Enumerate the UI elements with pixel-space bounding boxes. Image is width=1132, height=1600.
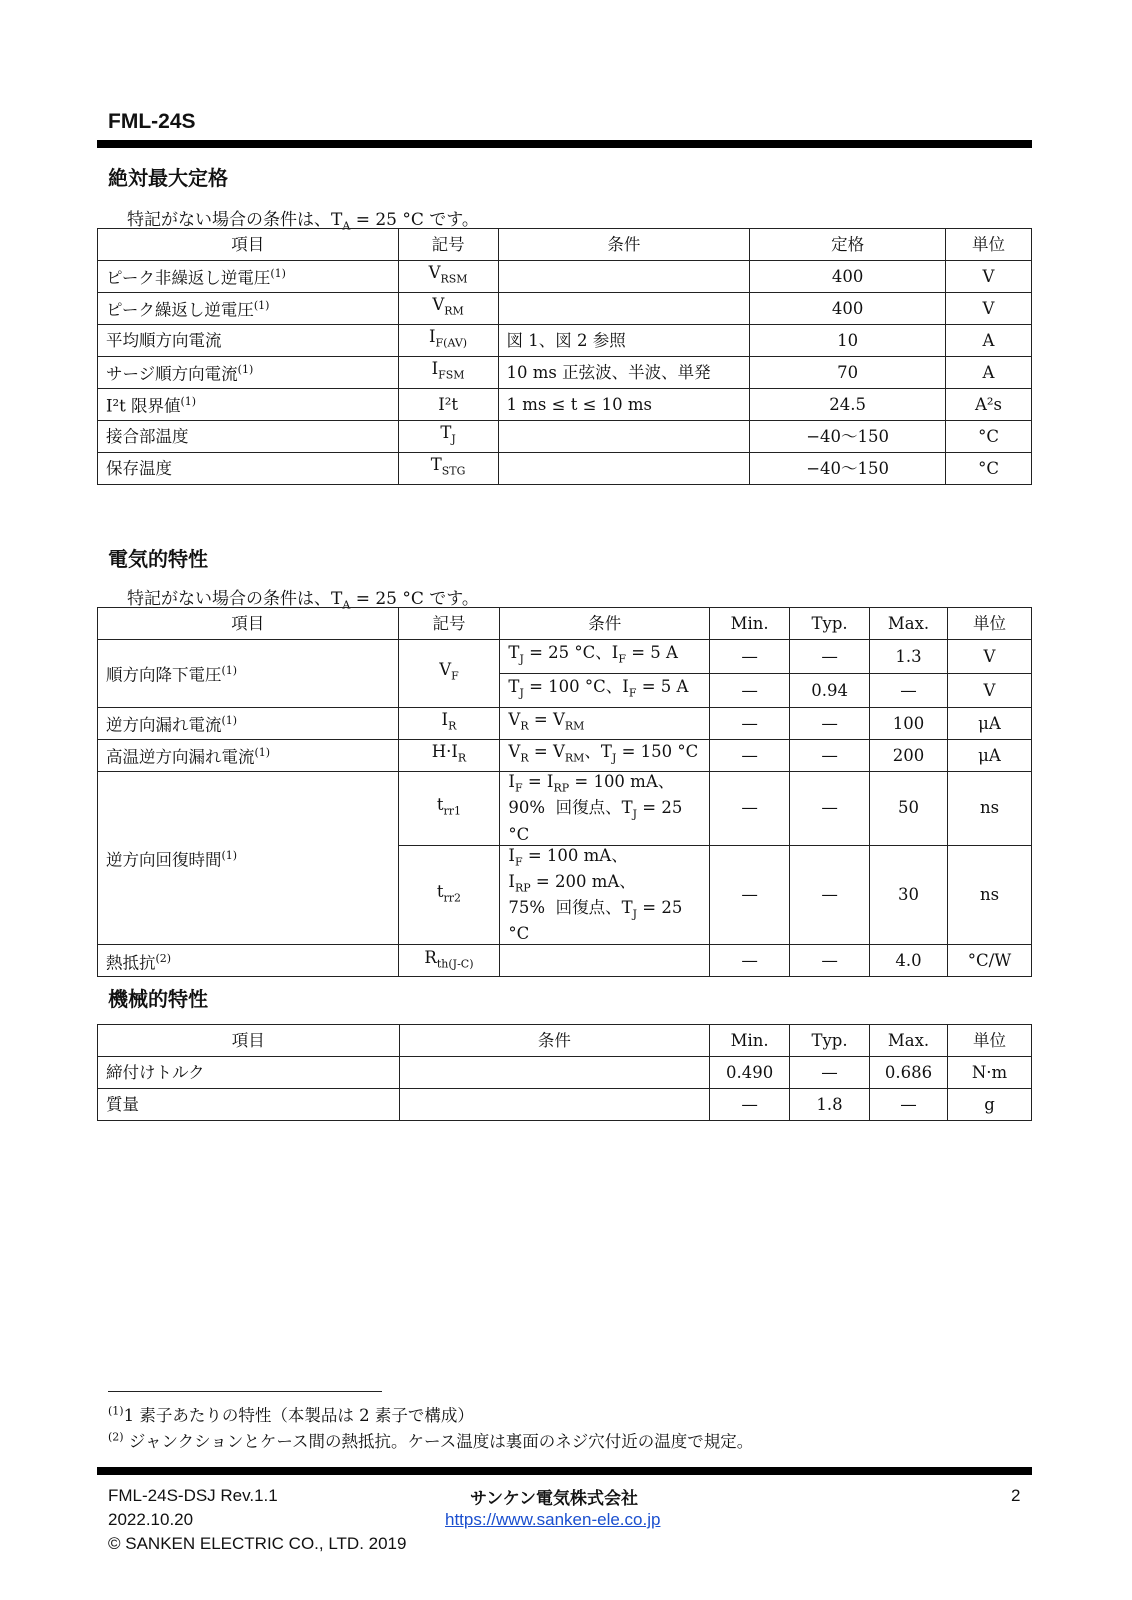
table-row [98,945,1032,977]
elec-note: 特記がない場合の条件は、$T_A = 25$ °C です。 [127,589,479,612]
condition-cell [500,945,710,977]
min-cell: — [710,772,790,846]
unit-cell: A [946,325,1032,357]
typ-cell: — [790,740,870,772]
abs-max-table [97,228,1032,485]
rating-cell: 400 [750,261,946,293]
unit-cell: μA [948,708,1032,740]
condition-cell [498,421,750,453]
item-cell: ピーク非繰返し逆電圧$^{(1)}$ [98,261,399,293]
footer-date: 2022.10.20 [108,1510,194,1529]
column-header: 項目 [98,608,399,640]
min-cell: — [710,1089,790,1121]
condition-cell [498,261,750,293]
elec-heading: 電気的特性 [108,547,208,571]
condition-cell: $T_J = 100$ °C、$I_F = 5$ A [500,674,710,708]
condition-cell [498,293,750,325]
column-header: 単位 [948,1025,1032,1057]
item-cell: 逆方向漏れ電流$^{(1)}$ [98,708,399,740]
item-cell: 平均順方向電流 [98,325,399,357]
column-header: Max. [870,1025,948,1057]
page-number: 2 [1011,1486,1021,1505]
unit-cell: A²s [946,389,1032,421]
table-row [98,357,1032,389]
typ-cell: — [790,708,870,740]
rating-cell: −40〜150 [750,421,946,453]
column-header: 項目 [98,229,399,261]
typ-cell: 0.94 [790,674,870,708]
table-row [98,740,1032,772]
footnote-1: $^{(1)}$1 素子あたりの特性（本製品は 2 素子で構成） [108,1404,474,1425]
condition-cell: 10 ms 正弦波、半波、単発 [498,357,750,389]
unit-cell: °C/W [948,945,1032,977]
max-cell: 100 [870,708,948,740]
header-rule [97,140,1032,148]
max-cell: 1.3 [870,640,948,674]
column-header: Min. [710,608,790,640]
elec-table [97,607,1032,977]
column-header: 定格 [750,229,946,261]
min-cell: — [710,945,790,977]
min-cell: 0.490 [710,1057,790,1089]
max-cell: 30 [870,845,948,945]
min-cell: — [710,845,790,945]
footer-company: サンケン電気株式会社 [470,1489,638,1509]
symbol-cell: $H\cdot I_R$ [398,740,500,772]
condition-cell: 1 ms ≤ t ≤ 10 ms [498,389,750,421]
unit-cell: V [948,674,1032,708]
symbol-cell: $I_{F(AV)}$ [398,325,498,357]
rating-cell: 400 [750,293,946,325]
column-header: 項目 [98,1025,400,1057]
column-header: Min. [710,1025,790,1057]
abs-max-note: 特記がない場合の条件は、$T_A = 25$ °C です。 [127,210,479,233]
table-row [98,421,1032,453]
table-row [98,708,1032,740]
table-row [98,389,1032,421]
rating-cell: 70 [750,357,946,389]
rating-cell: 24.5 [750,389,946,421]
unit-cell: V [946,293,1032,325]
unit-cell: ns [948,845,1032,945]
symbol-cell: I²t [398,389,498,421]
unit-cell: μA [948,740,1032,772]
unit-cell: °C [946,421,1032,453]
condition-cell [399,1089,710,1121]
unit-cell: N·m [948,1057,1032,1089]
mech-table [97,1024,1032,1121]
page-title: FML-24S [108,110,196,133]
column-header: 条件 [498,229,750,261]
condition-cell: $T_J = 25$ °C、$I_F = 5$ A [500,640,710,674]
unit-cell: °C [946,453,1032,485]
unit-cell: V [948,640,1032,674]
footnote-2: $^{(2)}$ ジャンクションとケース間の熱抵抗。ケース温度は裏面のネジ穴付近の温度で規定。 [108,1430,754,1451]
rating-cell: −40〜150 [750,453,946,485]
item-cell: I²t 限界値$^{(1)}$ [98,389,399,421]
typ-cell: — [790,640,870,674]
symbol-cell: $T_{STG}$ [398,453,498,485]
table-row [98,640,1032,674]
typ-cell: — [790,845,870,945]
condition-cell: $I_F = I_{RP} = 100$ mA、 90% 回復点、$T_J = 25$ °C [500,772,710,846]
table-header-row [98,229,1032,261]
min-cell: — [710,640,790,674]
max-cell: 200 [870,740,948,772]
table-row [98,293,1032,325]
mech-heading: 機械的特性 [108,987,208,1011]
column-header: 条件 [399,1025,710,1057]
item-cell: 締付けトルク [98,1057,400,1089]
symbol-cell: $V_{RSM}$ [398,261,498,293]
column-header: 記号 [398,608,500,640]
symbol-cell: $R_{th(J-C)}$ [398,945,500,977]
symbol-cell: $I_R$ [398,708,500,740]
item-cell: サージ順方向電流$^{(1)}$ [98,357,399,389]
symbol-cell: $t_{rr1}$ [398,772,500,846]
max-cell: 4.0 [870,945,948,977]
symbol-cell: $T_J$ [398,421,498,453]
item-cell: 熱抵抗$^{(2)}$ [98,945,399,977]
footer-doc-id: FML-24S-DSJ Rev.1.1 [108,1486,278,1505]
item-cell: 質量 [98,1089,400,1121]
symbol-cell: $t_{rr2}$ [398,845,500,945]
column-header: 単位 [948,608,1032,640]
rating-cell: 10 [750,325,946,357]
item-cell: 接合部温度 [98,421,399,453]
table-row [98,1089,1032,1121]
unit-cell: ns [948,772,1032,846]
max-cell: — [870,674,948,708]
column-header: Max. [870,608,948,640]
table-header-row [98,608,1032,640]
footer-copyright: © SANKEN ELECTRIC CO., LTD. 2019 [108,1534,407,1553]
footnote-separator [108,1391,382,1392]
typ-cell: — [790,1057,870,1089]
max-cell: 0.686 [870,1057,948,1089]
unit-cell: A [946,357,1032,389]
table-row [98,453,1032,485]
max-cell: 50 [870,772,948,846]
max-cell: — [870,1089,948,1121]
column-header: 条件 [500,608,710,640]
unit-cell: g [948,1089,1032,1121]
typ-cell: 1.8 [790,1089,870,1121]
condition-cell [498,453,750,485]
item-cell: 保存温度 [98,453,399,485]
footer-rule [97,1467,1032,1475]
table-row [98,1057,1032,1089]
column-header: 単位 [946,229,1032,261]
symbol-cell: $V_F$ [398,640,500,708]
condition-cell [399,1057,710,1089]
table-row [98,325,1032,357]
footer-website-link[interactable]: https://www.sanken-ele.co.jp [445,1510,661,1529]
condition-cell: $I_F = 100$ mA、 $I_{RP} = 200$ mA、 75% 回復点、$T_J = 25$ °C [500,845,710,945]
typ-cell: — [790,772,870,846]
item-cell: 高温逆方向漏れ電流$^{(1)}$ [98,740,399,772]
column-header: Typ. [790,608,870,640]
typ-cell: — [790,945,870,977]
condition-cell: $V_R = V_{RM}$ [500,708,710,740]
column-header: Typ. [790,1025,870,1057]
symbol-cell: $V_{RM}$ [398,293,498,325]
abs-max-heading: 絶対最大定格 [108,166,228,190]
table-header-row [98,1025,1032,1057]
min-cell: — [710,740,790,772]
column-header: 記号 [398,229,498,261]
item-cell: 逆方向回復時間$^{(1)}$ [98,772,399,945]
unit-cell: V [946,261,1032,293]
item-cell: ピーク繰返し逆電圧$^{(1)}$ [98,293,399,325]
condition-cell: $V_R = V_{RM}$、$T_J = 150$ °C [500,740,710,772]
min-cell: — [710,674,790,708]
item-cell: 順方向降下電圧$^{(1)}$ [98,640,399,708]
table-row [98,772,1032,846]
symbol-cell: $I_{FSM}$ [398,357,498,389]
condition-cell: 図 1、図 2 参照 [498,325,750,357]
table-row [98,261,1032,293]
min-cell: — [710,708,790,740]
